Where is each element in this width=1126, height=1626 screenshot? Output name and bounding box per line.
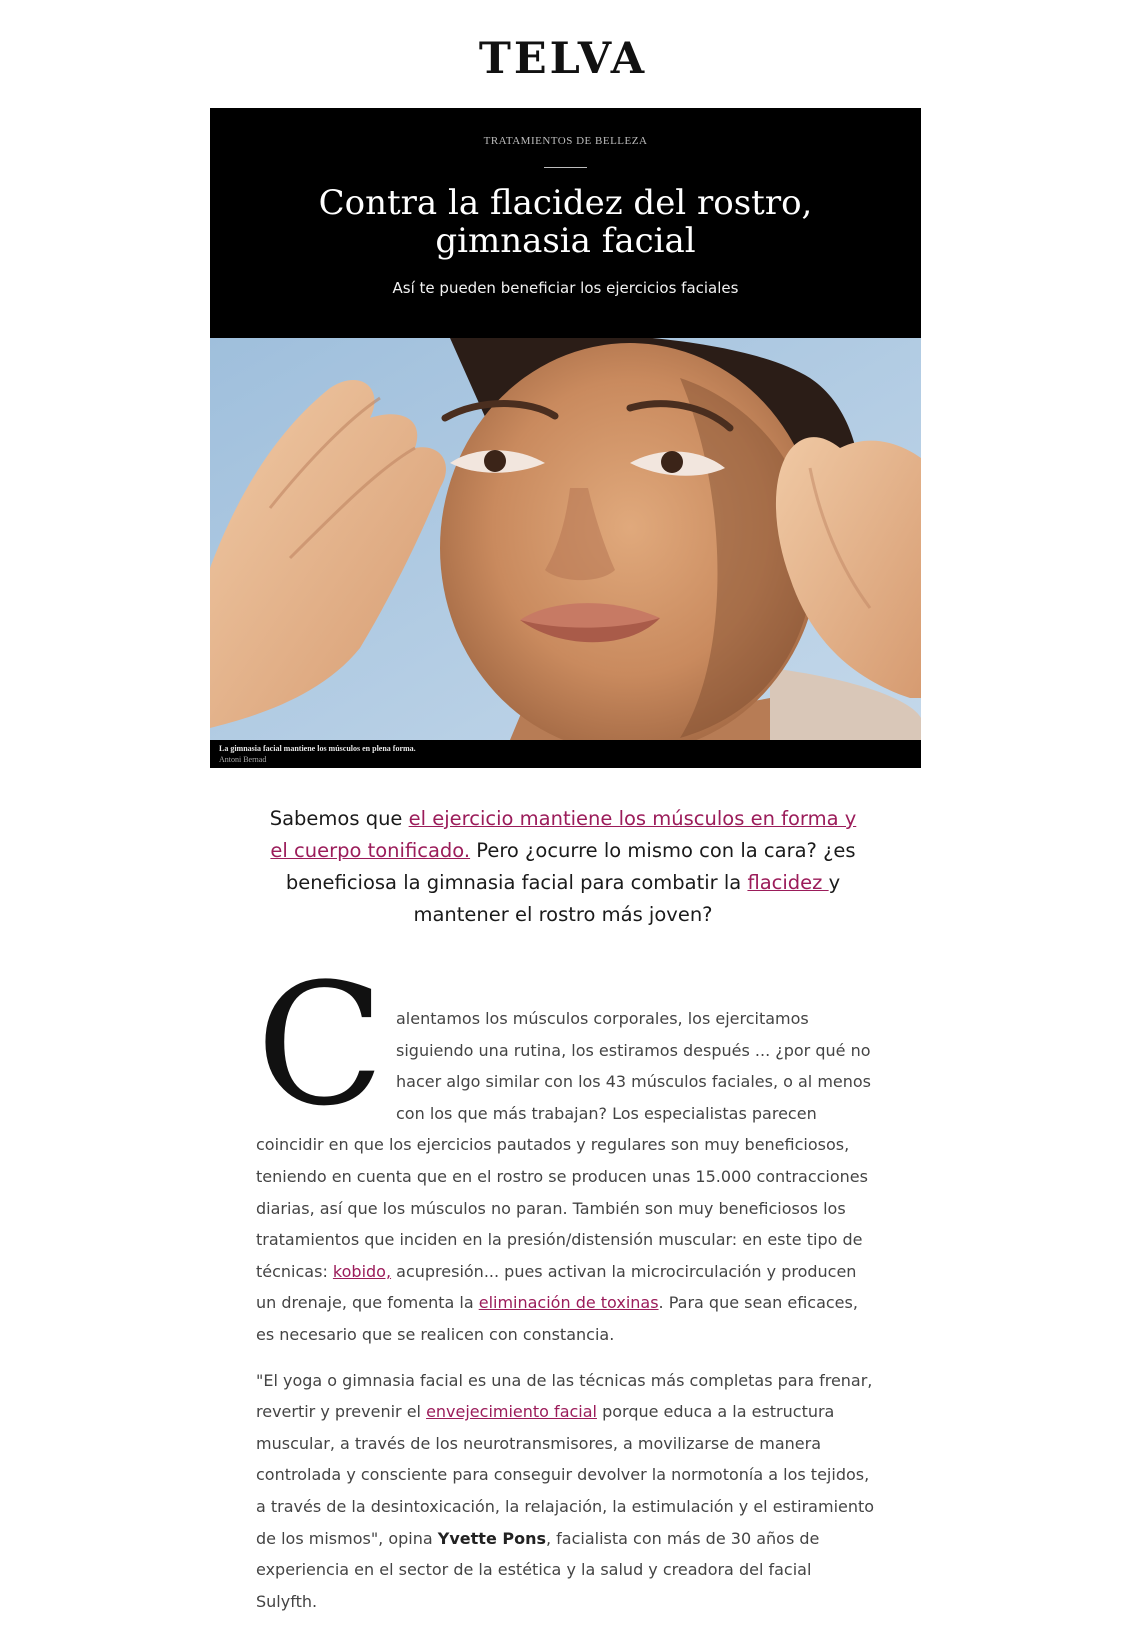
drop-cap: C [256,947,385,1143]
article-subtitle: Así te pueden beneficiar los ejercicios faciales [392,279,739,297]
photo-credit: Antoni Bernad [219,755,267,764]
article-title: Contra la flacidez del rostro, gimnasia facial [318,183,813,261]
section-kicker[interactable]: TRATAMIENTOS DE BELLEZA [483,135,648,147]
woman-face-illustration [210,338,921,740]
hero-divider [544,167,587,168]
body-text: porque educa a la estructura muscular, a través de los neurotransmisores, a movilizarse de manera controlada y consciente para conseguir devolver la normotonía a los tejidos, a través de la desintoxicación, la relajación, la estimulación y el estiramiento de los mismos", opina [256,1402,875,1548]
article-body [256,947,876,1617]
hero [210,108,921,768]
article-lead [258,803,868,931]
lead-text: y mantener el rostro más joven? [413,871,841,926]
expert-name: Yvette Pons [437,1528,546,1548]
link-ejercicio-musculos[interactable]: el ejercicio mantiene los músculos en forma y el cuerpo tonificado. [270,807,857,862]
body-text: "El yoga o gimnasia facial es una de las técnicas más completas para frenar, revertir y prevenir el [256,1370,873,1422]
link-kobido[interactable]: kobido, [332,1261,392,1281]
telva-logo[interactable]: TELVA [478,34,648,84]
photo-caption-bar [210,740,921,768]
body-paragraph-2 [256,1365,876,1618]
lead-text: Sabemos que [269,807,409,830]
hero-photo [210,338,921,740]
photo-caption: La gimnasia facial mantiene los músculos en plena forma. [219,744,416,753]
body-text: . Para que sean eficaces, es necesario que se realicen con constancia. [256,1293,858,1344]
body-text: acupresión... pues activan la microcirculación y producen un drenaje, que fomenta la [256,1261,857,1313]
link-flacidez[interactable]: flacidez [747,871,829,894]
hero-header [210,108,921,338]
link-envejecimiento-facial[interactable]: envejecimiento facial [426,1402,597,1422]
body-text: , facialista con más de 30 años de experiencia en el sector de la estética y la salud y creadora del facial Sulyfth. [256,1528,820,1611]
body-text: alentamos los músculos corporales, los ejercitamos siguiendo una rutina, los estiramos después ... ¿por qué no hacer algo similar con los 43 músculos faciales, o al menos con los que más trabajan? Los especialistas parecen coincidir en que los ejercicios pautados y regulares son muy beneficiosos, teniendo en cuenta que en el rostro se producen unas 15.000 contracciones diarias, así que los músculos no paran. También son muy beneficiosos los tratamientos que inciden en la presión/distensión muscular: en este tipo de técnicas: [256,1009,872,1281]
lead-text: Pero ¿ocurre lo mismo con la cara? ¿es beneficiosa la gimnasia facial para combatir la [285,839,856,894]
link-eliminacion-toxinas[interactable]: eliminación de toxinas [478,1293,659,1313]
